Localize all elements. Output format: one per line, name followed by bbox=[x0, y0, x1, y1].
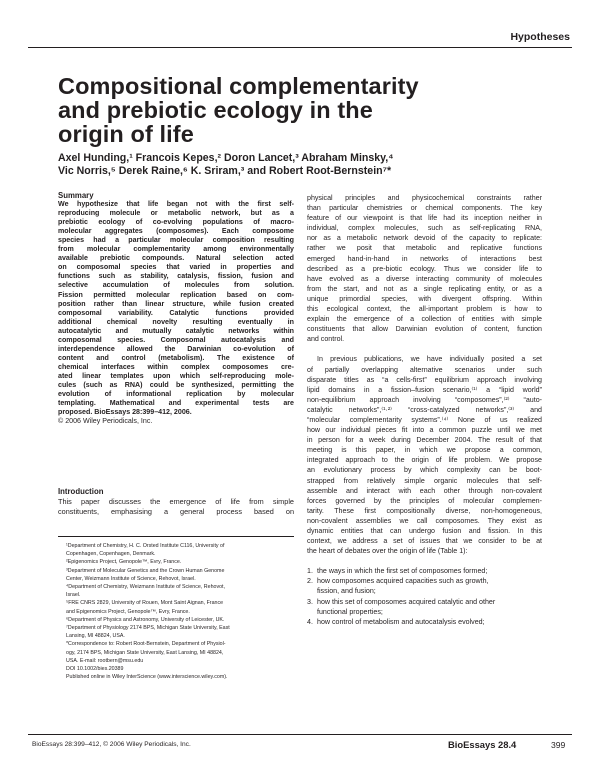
affiliation-line: USA. E-mail: rootbern@msu.edu bbox=[66, 657, 144, 664]
intro-line: constituents, emphasising a general process based on bbox=[58, 507, 294, 517]
author-line: Axel Hunding,¹ Francois Kepes,² Doron Lancet,³ Abraham Minsky,⁴ bbox=[58, 152, 394, 164]
body-line: an evolutionary process by which complexity can be boot- bbox=[307, 466, 542, 475]
summary-line: prebiotic ecology of co-evolving populations of macro- bbox=[58, 218, 294, 227]
list-number: 2. bbox=[307, 577, 313, 586]
summary-line: ated linear templates upon which self-reproducing mole- bbox=[58, 371, 294, 380]
summary-line: templating. Mathematical and experimental tests are bbox=[58, 399, 294, 408]
body-line: have evolved as a diverse interacting community of molecules bbox=[307, 274, 542, 283]
summary-line: molecular aggregates (composomes). Each composome bbox=[58, 227, 294, 236]
summary-line: We hypothesize that life began not with the first self- bbox=[58, 200, 294, 209]
body-line: physical principles and physicochemical constraints rather bbox=[307, 194, 542, 202]
summary-line: composomal species. Composomal autocatalysis and bbox=[58, 335, 294, 344]
body-line: meeting is this paper, in which we propose a common, bbox=[307, 446, 542, 455]
body-line: individual, complex molecules, such as self-replicating RNA, bbox=[307, 224, 542, 233]
body-column-right bbox=[307, 193, 542, 627]
body-line: lipid domains in a fission–fusion scenario,⁽¹⁾ a “lipid world” bbox=[307, 385, 542, 394]
body-line: tarity. These first compositionally diverse, non-homogeneous, bbox=[307, 506, 542, 515]
affiliation-line: DOI 10.1002/bies.20389 bbox=[66, 666, 124, 673]
affiliation-line: Published online in Wiley InterScience (www.interscience.wiley.com). bbox=[66, 674, 228, 681]
body-line: from the start, and not as a single replicating entity, or as a bbox=[307, 284, 542, 293]
list-item bbox=[307, 566, 542, 576]
list-item bbox=[307, 607, 542, 617]
summary-line: chemical interfaces within complex composomes cre- bbox=[58, 362, 294, 371]
paragraph bbox=[307, 354, 542, 556]
body-line: In previous publications, we have individually posited a set bbox=[317, 355, 542, 364]
summary-line: autocatalytic and mutually catalytic networks within bbox=[58, 326, 294, 335]
summary-line: interdependence allowed the Darwinian co-evolution of bbox=[58, 344, 294, 353]
list-number: 1. bbox=[307, 567, 313, 576]
summary-line: proposed. BioEssays 28:399–412, 2006. bbox=[58, 408, 192, 417]
list-item-text: how this set of composomes acquired catalytic and other bbox=[317, 597, 496, 606]
body-line: dynamic entities that can undergo fusion and fission. In this bbox=[307, 527, 542, 535]
body-line: how our individual pieces fit into a common puzzle until we met bbox=[307, 426, 542, 435]
affiliation-line: Lansing, MI 48824, USA. bbox=[66, 633, 125, 640]
summary-heading: Summary bbox=[58, 191, 94, 200]
body-line: the heart of debates over the origin of life (Table 1): bbox=[307, 547, 468, 556]
body-line: feature of our viewpoint is that life had its inception neither in bbox=[307, 214, 542, 223]
affiliation-line: ²Epigenomics Project, Genopole™, Evry, France. bbox=[66, 559, 182, 566]
affiliation-rule bbox=[58, 536, 294, 537]
body-line: explain the emergence of a collection of entities with simple bbox=[307, 315, 542, 324]
list-item bbox=[307, 597, 542, 607]
summary-line: on composomal species that varied in properties and bbox=[58, 263, 294, 272]
page-number: 399 bbox=[551, 740, 566, 750]
summary-text bbox=[58, 200, 294, 417]
body-line: non-covalent assemblies we call composomes. They exist as bbox=[307, 516, 542, 525]
body-line: unique primordial species, with divergent offspring. Within bbox=[307, 294, 542, 303]
introduction-section bbox=[58, 487, 294, 518]
affiliation-line: ³Department of Molecular Genetics and the Crown Human Genome bbox=[66, 567, 225, 574]
list-number: 4. bbox=[307, 617, 313, 626]
affiliation-line: Center, Weizmann Institute of Science, Rehovot, Israel. bbox=[66, 575, 196, 582]
title-line: origin of life bbox=[58, 121, 194, 147]
body-line: integrated approach to the origin of life problem. We propose bbox=[307, 456, 542, 465]
summary-line: Fission permitted molecular replication based on com- bbox=[58, 290, 294, 299]
list-item-text: the ways in which the first set of composomes formed; bbox=[317, 567, 488, 576]
body-line: than particular chemistries or chemical components. The key bbox=[307, 204, 542, 213]
article-title bbox=[58, 74, 528, 146]
list-number: 3. bbox=[307, 597, 313, 606]
summary-line: species had a particular molecular composition resulting bbox=[58, 236, 294, 245]
summary-line: cules (such as RNA) could be synthesized, permitting the bbox=[58, 380, 294, 389]
introduction-heading: Introduction bbox=[58, 487, 104, 496]
summary-line: position rather than linear structure, while fusion created bbox=[58, 299, 294, 308]
header-rule bbox=[28, 47, 572, 48]
body-line: rather we posit that metabolic and replicative functions bbox=[307, 244, 542, 253]
list-item-text: fission, and fusion; bbox=[317, 587, 376, 596]
list-item-text: how control of metabolism and autocatalysis evolved; bbox=[317, 617, 485, 626]
affiliations-block bbox=[66, 542, 290, 681]
summary-line: additional chemical novelty resulting eventually in bbox=[58, 317, 294, 326]
title-line: Compositional complementarity bbox=[58, 73, 419, 99]
affiliation-line: ⁶Department of Physics and Astronomy, University of Leicester, UK. bbox=[66, 616, 225, 623]
body-line: catalytic networks”,⁽¹·²⁾ “cross-catalyzed networks”,⁽³⁾ and bbox=[307, 405, 542, 414]
body-line: non-equilibrium approach involving “composomes”,⁽²⁾ “auto- bbox=[307, 395, 542, 404]
footer-journal: BioEssays 28.4 bbox=[448, 739, 517, 750]
list-item bbox=[307, 586, 542, 596]
body-line: of partially overlapping alternative scenarios under such bbox=[307, 365, 542, 374]
list-item bbox=[307, 617, 542, 627]
paragraph bbox=[307, 193, 542, 344]
body-line: this ecological context, the all-important problem is how to bbox=[307, 305, 542, 314]
author-line: Vic Norris,⁵ Derek Raine,⁶ K. Sriram,³ and Robert Root-Bernstein⁷* bbox=[58, 165, 392, 177]
body-line: assemble and interact with each other through non-covalent bbox=[307, 486, 542, 495]
affiliation-line: Israel. bbox=[66, 592, 81, 599]
title-line: and prebiotic ecology in the bbox=[58, 97, 373, 123]
list-item-text: functional properties; bbox=[317, 607, 383, 616]
summary-line: composomal variability. Catalytic functions provided bbox=[58, 308, 294, 317]
affiliation-line: *Correspondence to: Robert Root-Bernstein, Department of Physiol- bbox=[66, 641, 226, 648]
issues-list bbox=[307, 566, 542, 627]
body-line: nor as a metabolic network devoid of the capacity to replicate: bbox=[307, 234, 542, 243]
affiliation-line: and Epigenomics Project, Genopole™, Evry, France. bbox=[66, 608, 190, 615]
author-list bbox=[58, 152, 548, 178]
summary-block bbox=[58, 191, 294, 426]
intro-line: This paper discusses the emergence of life from simple bbox=[58, 497, 294, 507]
body-line: forces governed by the principles of molecular complemen- bbox=[307, 496, 542, 505]
section-label: Hypotheses bbox=[510, 31, 570, 43]
body-line: context, we address a set of issues that we consider to be at bbox=[307, 537, 542, 546]
affiliation-line: ⁷Department of Physiology 2174 BPS, Michigan State University, East bbox=[66, 625, 230, 632]
summary-line: evolution of informational replication by molecular bbox=[58, 390, 294, 399]
summary-line: functions such as stability, catalysis, fission, fusion and bbox=[58, 272, 294, 281]
body-line: constituents that allow Darwinian evolution of content, function bbox=[307, 325, 542, 334]
copyright-line: © 2006 Wiley Periodicals, Inc. bbox=[58, 417, 153, 426]
affiliation-line: Copenhagen, Copenhagen, Denmark. bbox=[66, 551, 156, 558]
affiliation-line: ⁵FRE CNRS 2829, University of Rouen, Mont Saint Aignan, France bbox=[66, 600, 224, 607]
body-line: strapped from relatively simple organic molecules that self- bbox=[307, 476, 542, 485]
footer-citation: BioEssays 28:399–412, © 2006 Wiley Periodicals, Inc. bbox=[32, 741, 191, 748]
body-line: in person for a week during December 2004. The result of that bbox=[307, 436, 542, 445]
affiliation-line: ¹Department of Chemistry, H. C. Orsted Institute C116, University of bbox=[66, 543, 225, 549]
footer-rule bbox=[28, 734, 572, 735]
summary-line: selective accumulation of molecules from solution. bbox=[58, 281, 294, 290]
summary-line: reproducing molecule or metabolic network, but as a bbox=[58, 209, 294, 218]
summary-line: available prebiotic compounds. Natural selection acted bbox=[58, 254, 294, 263]
list-item-text: how composomes acquired capacities such as growth, bbox=[317, 577, 489, 586]
body-line: disparate titles as “a cells-first” equilibrium approach involving bbox=[307, 375, 542, 384]
summary-line: from molecular complementarity among environmentally bbox=[58, 245, 294, 254]
affiliation-line: ⁴Department of Chemistry, Weizmann Institute of Science, Rehovot, bbox=[66, 584, 225, 591]
body-line: “molecular complementarity systems”.⁽⁴⁾ None of us realized bbox=[307, 415, 542, 424]
body-line: and control. bbox=[307, 335, 345, 344]
body-line: described as a pre-biotic ecology. Thus we consider life to bbox=[307, 264, 542, 273]
list-item bbox=[307, 576, 542, 586]
body-line: emerged hand-in-hand in networks of interactions best bbox=[307, 254, 542, 263]
affiliation-line: ogy, 2174 BPS, Michigan State University, East Lansing, MI 48824, bbox=[66, 649, 224, 656]
summary-line: content and control (metabolism). The existence of bbox=[58, 353, 294, 362]
